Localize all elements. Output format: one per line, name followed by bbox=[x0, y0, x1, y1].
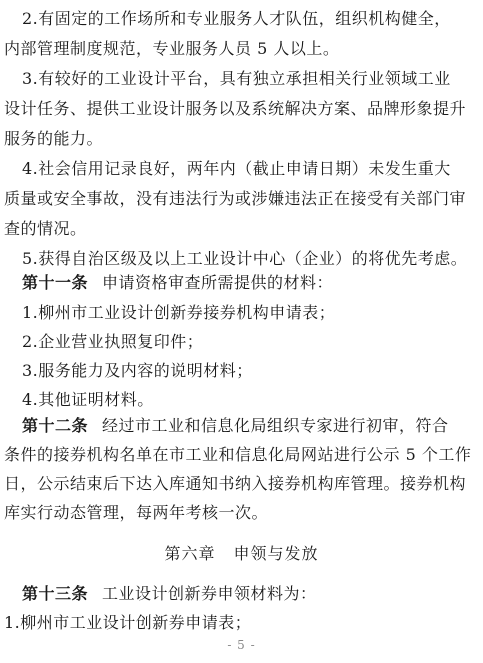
article-text: 经过市工业和信息化局组织专家进行初审，符合 bbox=[102, 416, 449, 435]
paragraph-line: 5.获得自治区级及以上工业设计中心（企业）的将优先考虑。 bbox=[22, 249, 468, 268]
paragraph-line: 服务的能力。 bbox=[4, 129, 104, 148]
paragraph-line: 设计任务、提供工业设计服务以及系统解决方案、品牌形象提升 bbox=[4, 99, 467, 118]
article-13 bbox=[0, 584, 483, 604]
list-item: 4.其他证明材料。 bbox=[22, 390, 154, 409]
article-heading: 第十二条 bbox=[22, 416, 89, 435]
paragraph-line: 条件的接券机构名单在市工业和信息化局网站进行公示 5 个工作 bbox=[4, 445, 472, 464]
paragraph-line: 4.社会信用记录良好，两年内（截止申请日期）未发生重大 bbox=[22, 159, 451, 178]
article-11 bbox=[0, 273, 483, 293]
article-12 bbox=[0, 416, 483, 436]
chapter-number: 第六章 bbox=[164, 544, 216, 563]
page-number: - 5 - bbox=[227, 638, 256, 652]
list-item: 1.柳州市工业设计创新券接券机构申请表； bbox=[22, 303, 336, 322]
paragraph-line: 质量或安全事故，没有违法行为或涉嫌违法正在接受有关部门审 bbox=[4, 189, 467, 208]
paragraph-line: 内部管理制度规范，专业服务人员 5 人以上。 bbox=[4, 39, 340, 58]
chapter-heading bbox=[0, 544, 483, 564]
list-item: 1.柳州市工业设计创新券申请表； bbox=[4, 613, 252, 632]
chapter-title: 申领与发放 bbox=[233, 544, 319, 563]
paragraph-line: 日，公示结束后下达入库通知书纳入接券机构库管理。接券机构 bbox=[4, 474, 467, 493]
article-heading: 第十三条 bbox=[22, 584, 89, 603]
paragraph-line: 库实行动态管理，每两年考核一次。 bbox=[4, 503, 269, 522]
list-item: 3.服务能力及内容的说明材料； bbox=[22, 361, 253, 380]
list-item: 2.企业营业执照复印件； bbox=[22, 332, 204, 351]
paragraph-line: 查的情况。 bbox=[4, 219, 87, 238]
paragraph-line: 2.有固定的工作场所和专业服务人才队伍，组织机构健全， bbox=[22, 9, 451, 28]
article-heading: 第十一条 bbox=[22, 273, 89, 292]
article-text: 申请资格审查所需提供的材料： bbox=[102, 273, 334, 292]
paragraph-line: 3.有较好的工业设计平台，具有独立承担相关行业领域工业 bbox=[22, 69, 451, 88]
article-text: 工业设计创新券申领材料为： bbox=[102, 584, 317, 603]
